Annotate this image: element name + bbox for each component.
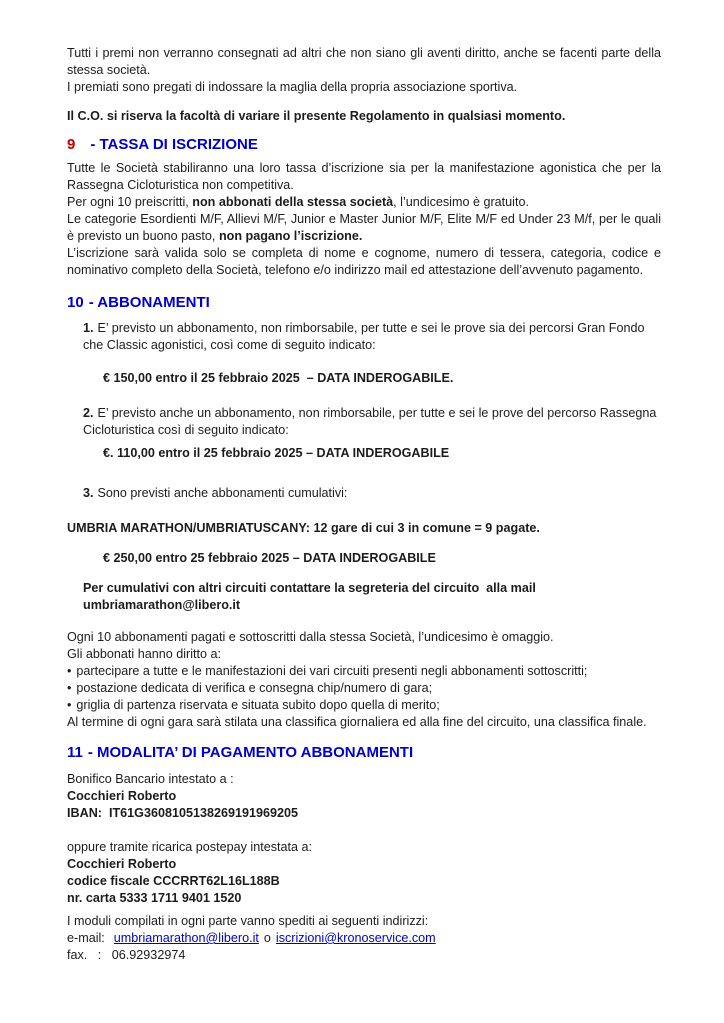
bullet-icon: • (67, 698, 72, 712)
fiscal-code-line: codice fiscale CCCRRT62L16L188B (67, 874, 280, 888)
bullet-icon: • (67, 664, 72, 678)
card-number-line: nr. carta 5333 1711 9401 1520 (67, 891, 242, 905)
section-9-heading (67, 135, 661, 155)
paragraph-preiscritti: Per ogni 10 preiscritti, non abbonati della stessa società, l’undicesimo è gratuito. (67, 195, 529, 209)
bullet-item-partecipare: • partecipare a tutte e le manifestazioni dei vari circuiti presenti negli abbonamenti sottoscritti; (67, 664, 588, 678)
paragraph-tassa: Tutte le Società stabiliranno una loro tassa d’iscrizione sia per la manifestazione agonistica che per la Rassegna Cicloturistica non competitiva. (67, 161, 661, 192)
paragraph-omaggio: Ogni 10 abbonamenti pagati e sottoscritti dalla stessa Società, l’undicesimo è omaggio. (67, 630, 554, 644)
paragraph-categorie: Le categorie Esordienti M/F, Allievi M/F, Junior e Master Junior M/F, Elite M/F ed Under 23 M/f, per le quali è previsto un buono pasto, non pagano l’iscrizione. (67, 212, 661, 243)
paragraph-diritti: Gli abbonati hanno diritto a: (67, 647, 222, 661)
paragraph-classifica: Al termine di ogni gara sarà stilata una classifica giornaliera ed alla fine del circuito, una classifica finale. (67, 715, 647, 729)
forms-intro: I moduli compilati in ogni parte vanno spediti ai seguenti indirizzi: (67, 914, 429, 928)
contact-block (67, 580, 661, 614)
fax-line: fax. : 06.92932974 (67, 948, 186, 962)
abbonamento-item-2: 2. E’ previsto anche un abbonamento, non rimborsabile, per tutte e sei le prove del percorso Rassegna Cicloturistica così di seguito indicato: (83, 406, 657, 437)
paragraph-iscrizione-valida: L’iscrizione sarà valida solo se completa di nome e cognome, numero di tessera, categoria, codice e nominativo completo della Società, telefono e/o indirizzo mail ed attestazione dell’avvenuto pagamento. (67, 246, 661, 277)
abbonamento-item-1: 1. E’ previsto un abbonamento, non rimborsabile, per tutte e sei le prove sia dei percorsi Gran Fondo che Classic agonistici, così come di seguito indicato: (83, 321, 645, 352)
bullet-item-postazione: • postazione dedicata di verifica e consegna chip/numero di gara; (67, 681, 433, 695)
paragraph-premi: Tutti i premi non verranno consegnati ad altri che non siano gli aventi diritto, anche se facenti parte della stessa società. (67, 46, 661, 77)
section-9-number: 9 (67, 136, 76, 153)
section-10-heading (67, 293, 661, 313)
section-10-title: - ABBONAMENTI (88, 294, 210, 311)
section-11-title: - MODALITA’ DI PAGAMENTO ABBONAMENTI (87, 744, 414, 761)
email-label: e-mail: (67, 931, 105, 945)
contact-line-1: Per cumulativi con altri circuiti contattare la segreteria del circuito alla mail (83, 581, 536, 595)
bank-transfer-intro: Bonifico Bancario intestato a : (67, 772, 234, 786)
price-line-110: €. 110,00 entro il 25 febbraio 2025 – DATA INDEROGABILE (103, 446, 450, 460)
email-separator: o (263, 931, 271, 945)
price-line-250: € 250,00 entro 25 febbraio 2025 – DATA INDEROGABILE (103, 551, 436, 565)
bullet-item-griglia: • griglia di partenza riservata e situata subito dopo quella di merito; (67, 698, 440, 712)
postepay-holder: Cocchieri Roberto (67, 857, 177, 871)
bank-account-holder: Cocchieri Roberto (67, 789, 177, 803)
section-9-title: - TASSA DI ISCRIZIONE (90, 136, 258, 153)
price-line-150: € 150,00 entro il 25 febbraio 2025 – DATA INDEROGABILE. (103, 371, 454, 385)
paragraph-premiati: I premiati sono pregati di indossare la maglia della propria associazione sportiva. (67, 80, 518, 94)
abbonamento-item-3: 3. Sono previsti anche abbonamenti cumulativi: (83, 486, 348, 500)
email-link-kronoservice[interactable]: iscrizioni@kronoservice.com (275, 931, 436, 945)
postepay-intro: oppure tramite ricarica postepay intestata a: (67, 840, 313, 854)
email-line (67, 930, 661, 947)
notice-regolamento: Il C.O. si riserva la facoltà di variare il presente Regolamento in qualsiasi momento. (67, 109, 566, 123)
section-10-number: 10 (67, 294, 84, 311)
cumulative-line: UMBRIA MARATHON/UMBRIATUSCANY: 12 gare di cui 3 in comune = 9 pagate. (67, 521, 540, 535)
bullet-icon: • (67, 681, 72, 695)
iban-line: IBAN: IT61G3608105138269191969205 (67, 806, 299, 820)
section-11-heading (67, 743, 661, 763)
contact-email: umbriamarathon@libero.it (83, 598, 241, 612)
email-link-umbriamarathon[interactable]: umbriamarathon@libero.it (113, 931, 259, 945)
section-11-number: 11 (67, 744, 83, 761)
